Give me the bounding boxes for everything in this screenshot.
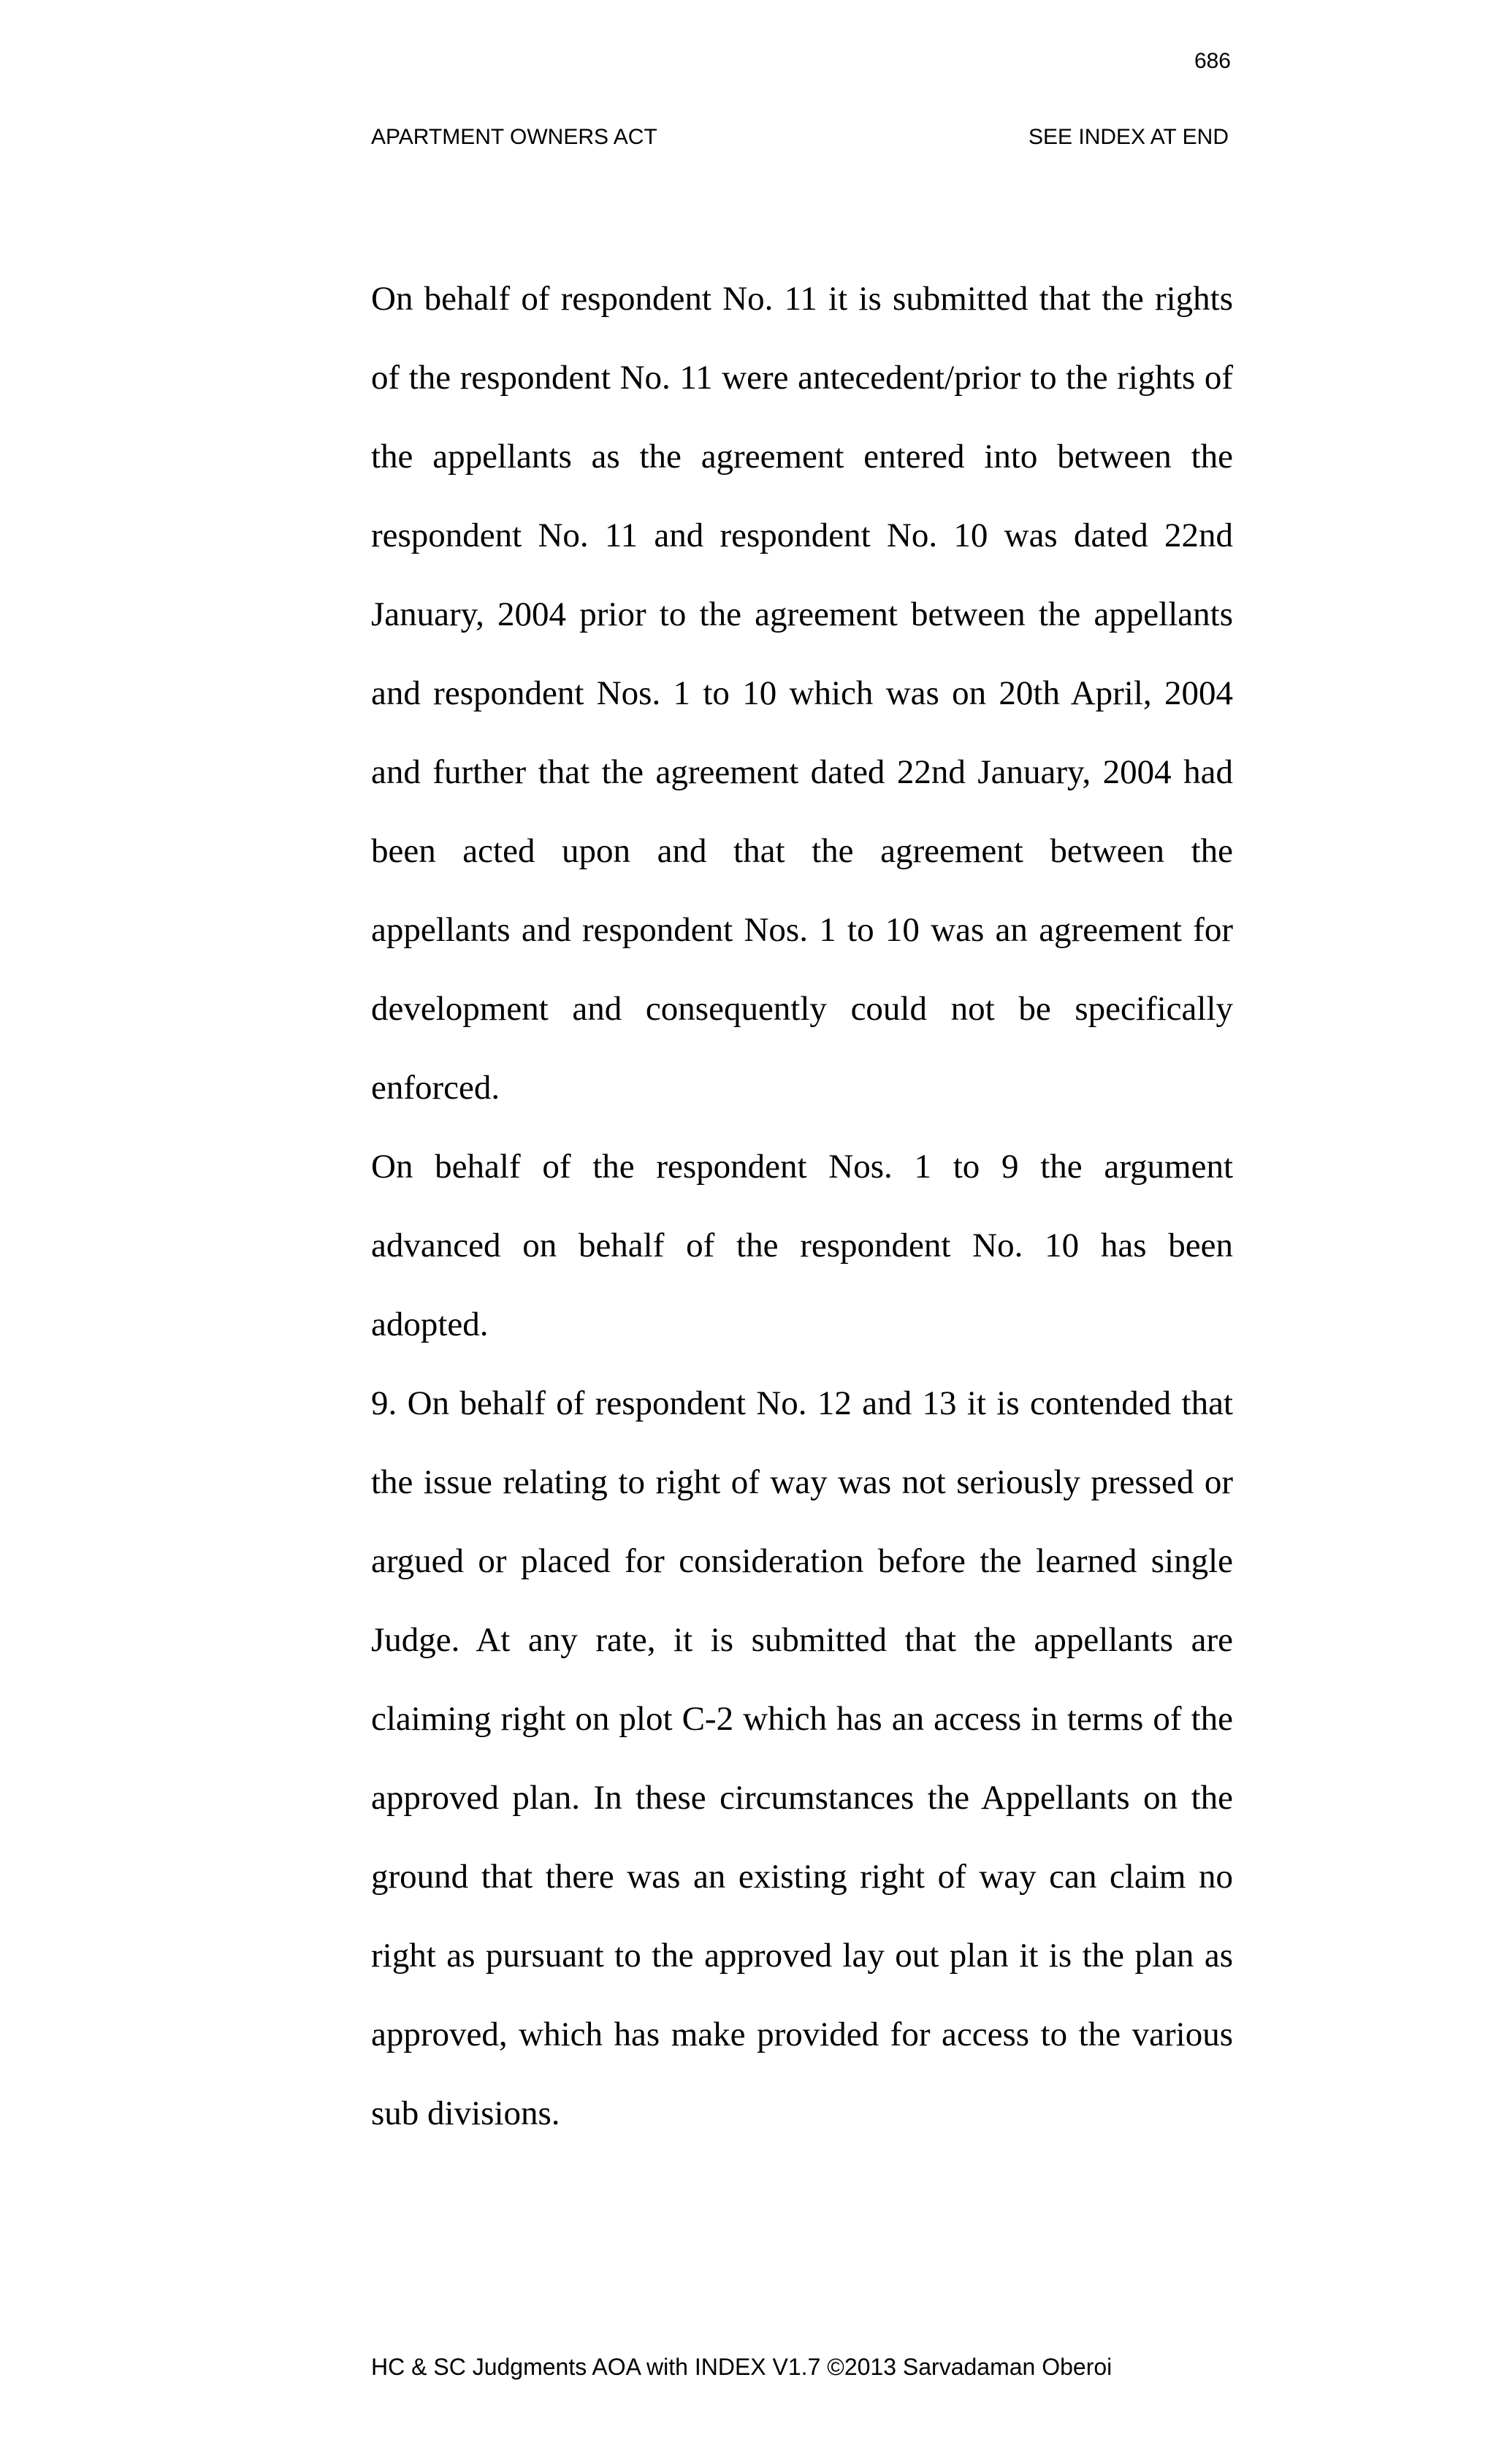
paragraph-respondents-1-to-9-argument: On behalf of the respondent Nos. 1 to 9 the argument advanced on behalf of the respondent No. 10 has been adopted. [371, 1148, 1233, 1343]
page-footer: HC & SC Judgments AOA with INDEX V1.7 ©2013 Sarvadaman Oberoi [371, 2354, 1113, 2380]
document-body [371, 259, 1233, 2153]
page-number: 686 [1194, 49, 1231, 73]
paragraph-respondents-12-13-contention: 9. On behalf of respondent No. 12 and 13 it is contended that the issue relating to right of way was not seriously pressed or argued or placed for consideration before the learned single Judge. At any rate, it is submitted that the appellants are claiming right on plot C-2 which has an access in terms of the approved plan. In these circumstances the Appellants on the ground that there was an existing right of way can claim no right as pursuant to the approved lay out plan it is the plan as approved, which has make provided for access to the various sub divisions. [371, 1384, 1233, 2132]
running-header-index-note: SEE INDEX AT END [1028, 125, 1229, 149]
running-header-title: APARTMENT OWNERS ACT [371, 125, 657, 149]
paragraph-respondent-11-submission: On behalf of respondent No. 11 it is submitted that the rights of the respondent No. 11 were antecedent/prior to the rights of the appellants as the agreement entered into between the respondent No. 11 and respondent No. 10 was dated 22nd January, 2004 prior to the agreement between the appellants and respondent Nos. 1 to 10 which was on 20th April, 2004 and further that the agreement dated 22nd January, 2004 had been acted upon and that the agreement between the appellants and respondent Nos. 1 to 10 was an agreement for development and consequently could not be specifically enforced. [371, 280, 1233, 1107]
